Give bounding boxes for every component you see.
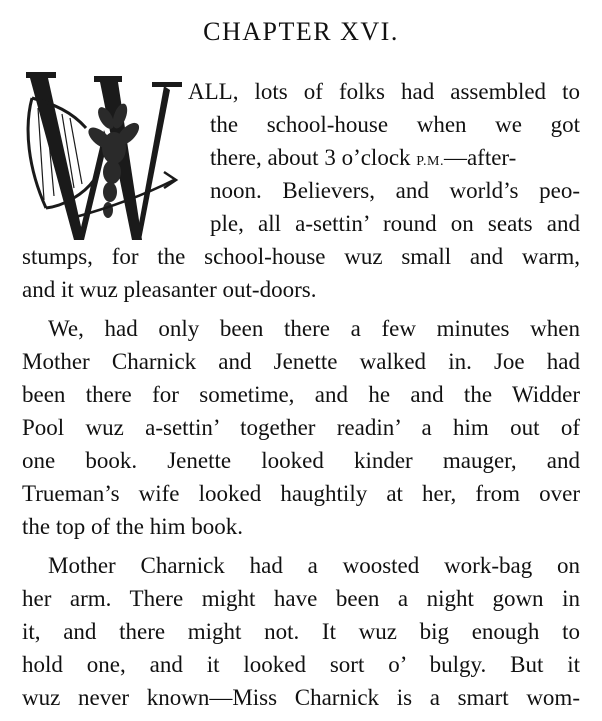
text-line: wuz never known—Miss Charnick is a smart wom- (22, 685, 580, 710)
text-line: hold one, and it looked sort o’ bulgy. But it (22, 652, 580, 677)
text-line: noon. Believers, and world’s peo- (210, 178, 580, 203)
text-line: one book. Jenette looked kinder mauger, and (22, 448, 580, 473)
text-line: ALL, lots of folks had assembled to (188, 79, 580, 104)
text-line: her arm. There might have been a night gown in (22, 586, 580, 611)
text-line: ple, all a-settin’ round on seats and (210, 211, 580, 236)
text-line: Trueman’s wife looked haughtily at her, from over (22, 481, 580, 506)
text-line: We, had only been there a few minutes when (48, 316, 580, 341)
text-line: the school-house when we got (210, 112, 580, 137)
text-line: it, and there might not. It wuz big enough to (22, 619, 580, 644)
text-line: been there for sometime, and he and the Widder (22, 382, 580, 407)
text-fragment: —after- (443, 145, 517, 170)
text-fragment: there, about 3 o’clock (210, 145, 411, 170)
text-line (210, 143, 580, 177)
text-line: and it wuz pleasanter out-doors. (22, 277, 317, 302)
drop-cap-w-ornament (24, 68, 184, 244)
text-line: stumps, for the school-house wuz small and warm, (22, 244, 580, 269)
time-abbreviation: P.M. (416, 154, 444, 169)
text-line: Mother Charnick had a woosted work-bag on (48, 553, 580, 578)
chapter-title: CHAPTER XVI. (203, 17, 399, 46)
text-line: Mother Charnick and Jenette walked in. Joe had (22, 349, 580, 374)
text-line: the top of the him book. (22, 514, 244, 539)
text-line: Pool wuz a-settin’ together readin’ a him out of (22, 415, 580, 440)
